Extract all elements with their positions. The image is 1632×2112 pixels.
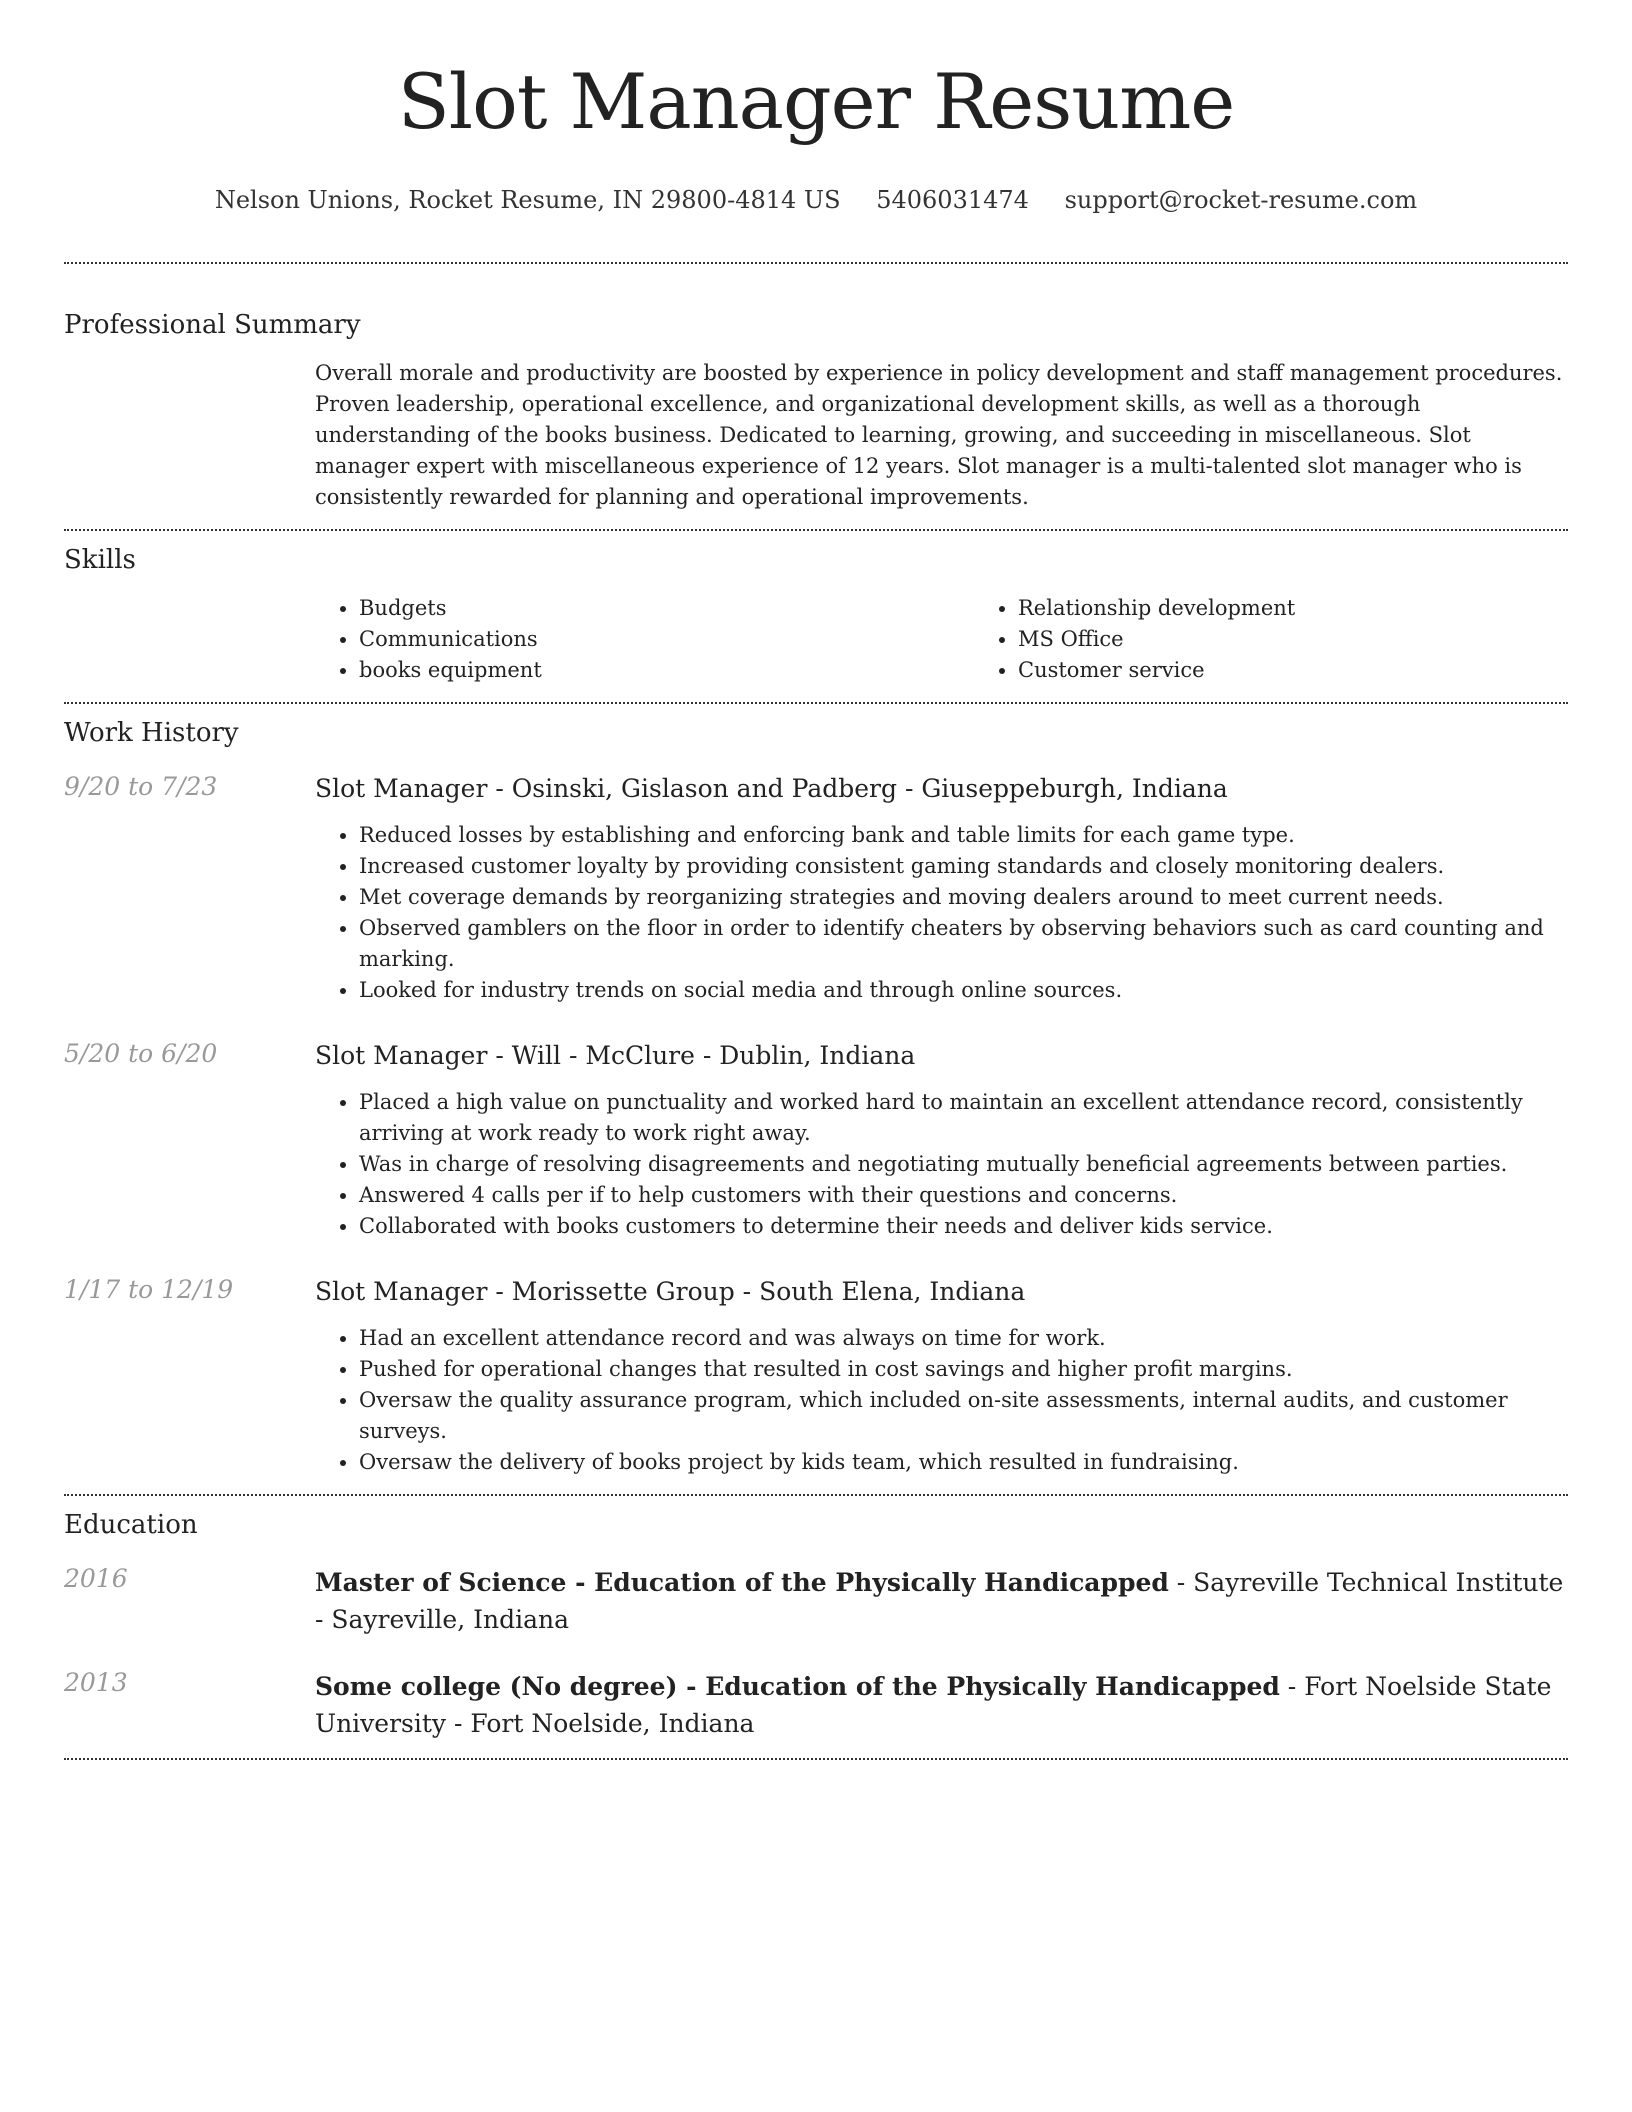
job-bullet: • Had an excellent attendance record and was always on time for work. [359, 1323, 1568, 1354]
skills-column-left [315, 593, 974, 686]
job-bullet: • Oversaw the quality assurance program, which included on-site assessments, internal audits, and customer surveys. [359, 1385, 1568, 1447]
section-heading-education: Education [64, 1510, 198, 1540]
resume-page [64, 0, 1568, 1760]
job-bullet: • Answered 4 calls per if to help customers with their questions and concerns. [359, 1180, 1568, 1211]
education-year: 2016 [64, 1564, 128, 1593]
education-school: - Fort Noelside State University - Fort Noelside, Indiana [315, 1672, 1552, 1738]
contact-line [64, 184, 1568, 216]
job-entry [64, 772, 1568, 1006]
job-bullet: • Oversaw the delivery of books project by kids team, which resulted in fundraising. [359, 1447, 1568, 1478]
job-entry [64, 1275, 1568, 1478]
section-heading-summary: Professional Summary [64, 310, 361, 340]
skill-item: • Budgets [359, 593, 974, 624]
skill-item: • books equipment [359, 655, 974, 686]
contact-phone: 5406031474 [876, 186, 1029, 214]
education-entry [64, 1668, 1568, 1742]
job-title: Slot Manager - Morissette Group - South Elena, Indiana [315, 1277, 1026, 1306]
divider [64, 262, 1568, 264]
education-school: - Sayreville Technical Institute - Sayreville, Indiana [315, 1568, 1564, 1634]
job-dates: 5/20 to 6/20 [64, 1039, 218, 1068]
divider [64, 702, 1568, 704]
job-bullet: • Looked for industry trends on social media and through online sources. [359, 975, 1568, 1006]
job-title: Slot Manager - Will - McClure - Dublin, Indiana [315, 1041, 916, 1070]
job-bullet: • Pushed for operational changes that resulted in cost savings and higher profit margins. [359, 1354, 1568, 1385]
skills-column-right [974, 593, 1568, 686]
job-bullet: • Increased customer loyalty by providing consistent gaming standards and closely monitoring dealers. [359, 851, 1568, 882]
divider [64, 1494, 1568, 1496]
skill-item: • Relationship development [1018, 593, 1568, 624]
job-entry [64, 1039, 1568, 1242]
job-dates: 9/20 to 7/23 [64, 772, 218, 801]
job-bullet: • Collaborated with books customers to determine their needs and deliver kids service. [359, 1211, 1568, 1242]
divider [64, 1758, 1568, 1760]
education-degree: Some college (No degree) - Education of the Physically Handicapped [315, 1672, 1280, 1701]
contact-address: Nelson Unions, Rocket Resume, IN 29800-4814 US [214, 186, 841, 214]
skills-list [315, 593, 1568, 686]
resume-title: Slot Manager Resume [397, 57, 1235, 146]
section-heading-skills: Skills [64, 545, 136, 575]
education-entry [64, 1564, 1568, 1638]
job-bullets [315, 1087, 1568, 1242]
skill-item: • MS Office [1018, 624, 1568, 655]
job-bullet: • Placed a high value on punctuality and worked hard to maintain an excellent attendance record, consistently arriving at work ready to work right away. [359, 1087, 1568, 1149]
contact-email: support@rocket-resume.com [1064, 186, 1418, 214]
job-bullet: • Observed gamblers on the floor in order to identify cheaters by observing behaviors such as card counting and marking. [359, 913, 1568, 975]
job-bullets [315, 1323, 1568, 1478]
job-bullet: • Met coverage demands by reorganizing strategies and moving dealers around to meet current needs. [359, 882, 1568, 913]
skill-item: • Communications [359, 624, 974, 655]
education-year: 2013 [64, 1668, 128, 1697]
job-bullets [315, 820, 1568, 1006]
job-bullet: • Reduced losses by establishing and enforcing bank and table limits for each game type. [359, 820, 1568, 851]
education-degree: Master of Science - Education of the Physically Handicapped [315, 1568, 1169, 1597]
section-heading-work: Work History [64, 718, 239, 748]
divider [64, 529, 1568, 531]
job-dates: 1/17 to 12/19 [64, 1275, 234, 1304]
skill-item: • Customer service [1018, 655, 1568, 686]
job-bullet: • Was in charge of resolving disagreements and negotiating mutually beneficial agreements between parties. [359, 1149, 1568, 1180]
summary-text: Overall morale and productivity are boosted by experience in policy development and staff management procedures. Proven leadership, operational excellence, and organizational development skills, as well as a thorough understanding of the books business. Dedicated to learning, growing, and succeeding in miscellaneous. Slot manager expert with miscellaneous experience of 12 years. Slot manager is a multi-talented slot manager who is consistently rewarded for planning and operational improvements. [315, 361, 1563, 509]
job-title: Slot Manager - Osinski, Gislason and Padberg - Giuseppeburgh, Indiana [315, 774, 1228, 803]
